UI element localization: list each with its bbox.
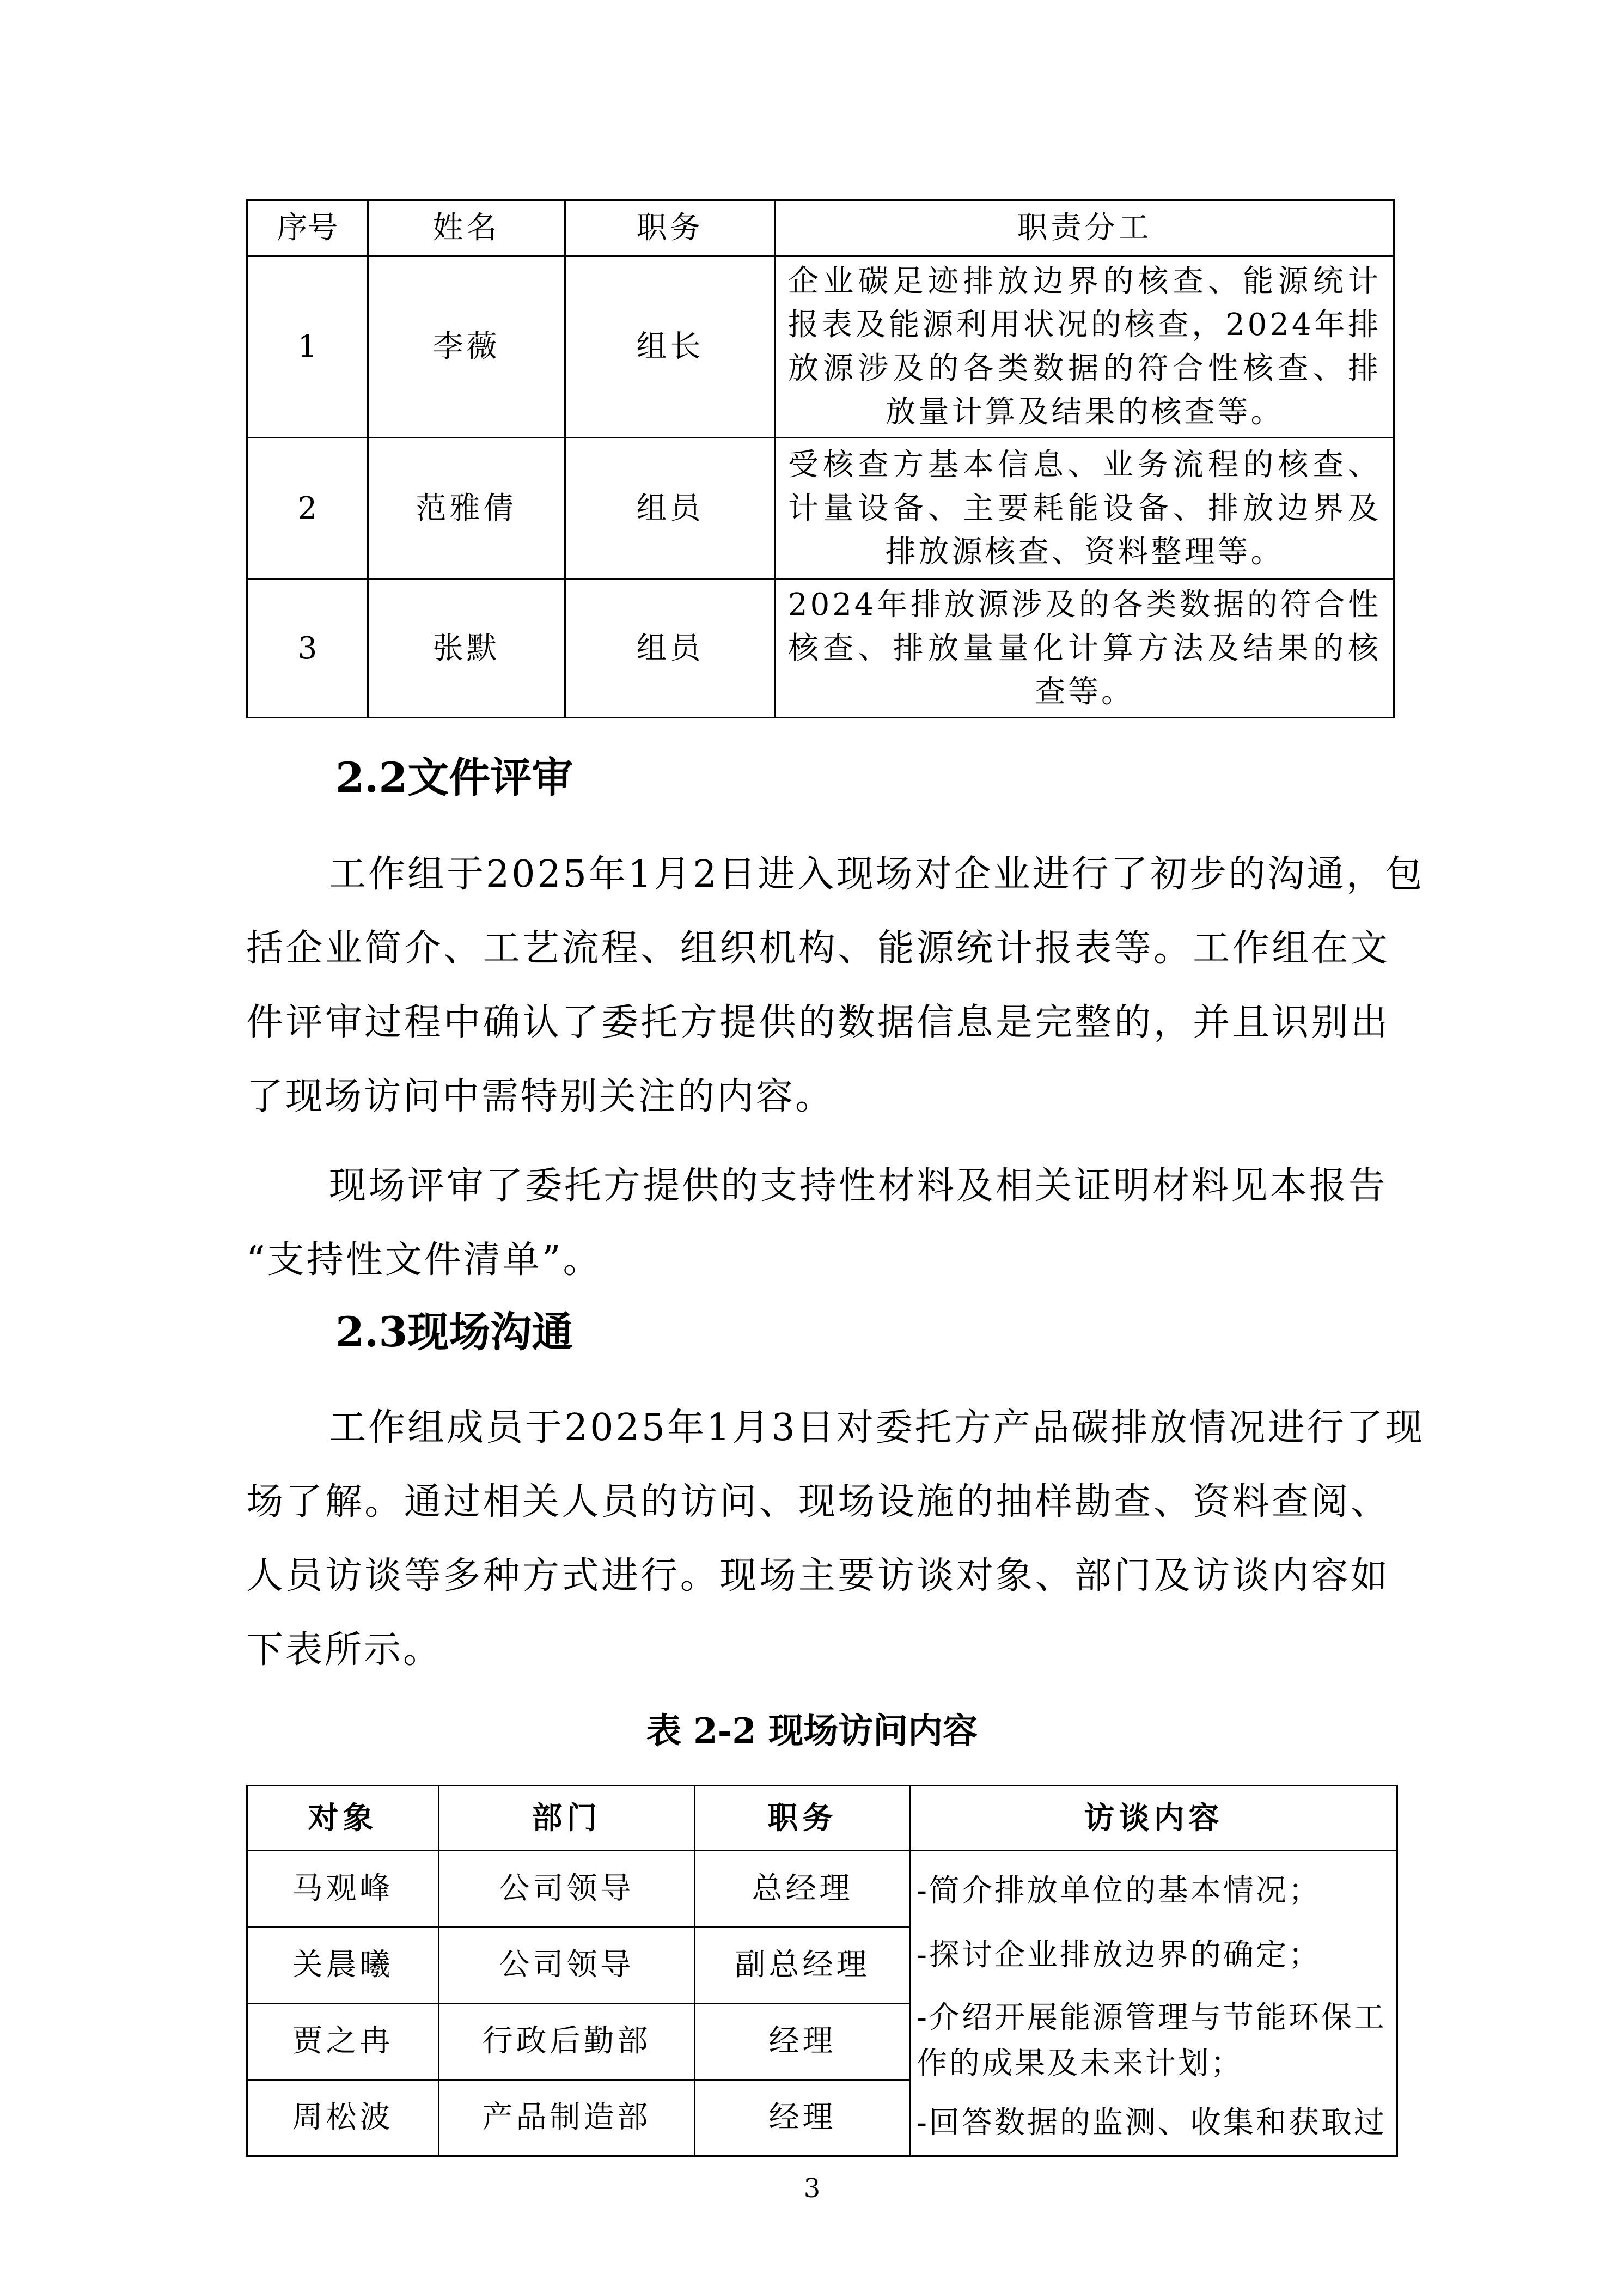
content-item: -介绍开展能源管理与节能环保工作的成果及未来计划；	[917, 2000, 1387, 2081]
header-duty: 职责分工	[776, 200, 1394, 256]
row-person: 贾之冉	[247, 2003, 439, 2079]
table-row	[247, 1851, 1397, 1927]
row-title: 副总经理	[695, 1927, 911, 2003]
content-item: -回答数据的监测、收集和获取过	[917, 2105, 1387, 2140]
text-line: 了现场访问中需特别关注的内容。	[246, 1075, 835, 1118]
header-no: 序号	[247, 200, 368, 256]
paragraph	[246, 838, 1425, 1134]
text-line: 工作组成员于2025年1月3日对委托方产品碳排放情况进行了现	[329, 1406, 1425, 1449]
row-person: 马观峰	[247, 1851, 439, 1927]
section-heading-2-3: 2.3现场沟通	[335, 1308, 573, 1356]
text-line: 括企业简介、工艺流程、组织机构、能源统计报表等。工作组在文	[246, 927, 1390, 970]
text-line: 现场评审了委托方提供的支持性材料及相关证明材料见本报告	[329, 1164, 1388, 1208]
header-name: 姓名	[368, 200, 565, 256]
paragraph	[246, 1391, 1425, 1687]
page-number: 3	[803, 2173, 821, 2204]
team-table	[246, 199, 1395, 718]
interview-table	[246, 1785, 1398, 2157]
text-line: 人员访谈等多种方式进行。现场主要访谈对象、部门及访谈内容如	[246, 1554, 1390, 1597]
table-header-row	[247, 200, 1394, 256]
row-duty: 企业碳足迹排放边界的核查、能源统计报表及能源利用状况的核查，2024年排放源涉及的各类数据的符合性核查、排放量计算及结果的核查等。	[776, 256, 1394, 438]
row-dept: 行政后勤部	[439, 2003, 695, 2079]
table-row	[247, 438, 1394, 580]
table-row	[247, 256, 1394, 438]
text-line: 工作组于2025年1月2日进入现场对企业进行了初步的沟通，包	[329, 853, 1425, 896]
text-line: “支持性文件清单”。	[246, 1239, 602, 1282]
row-dept: 产品制造部	[439, 2079, 695, 2156]
row-duty: 2024年排放源涉及的各类数据的符合性核查、排放量量化计算方法及结果的核查等。	[776, 580, 1394, 718]
row-role: 组员	[565, 580, 776, 718]
row-name: 李薇	[368, 256, 565, 438]
header-person: 对象	[247, 1786, 439, 1851]
table-row	[247, 580, 1394, 718]
row-title: 经理	[695, 2003, 911, 2079]
row-no: 1	[247, 256, 368, 438]
paragraph	[246, 1149, 1390, 1297]
row-title: 总经理	[695, 1851, 911, 1927]
text-line: 下表所示。	[246, 1629, 443, 1672]
row-title: 经理	[695, 2079, 911, 2156]
table-caption: 表 2-2 现场访问内容	[646, 1711, 978, 1752]
row-name: 范雅倩	[368, 438, 565, 580]
content-item: -探讨企业排放边界的确定；	[917, 1937, 1321, 1973]
row-dept: 公司领导	[439, 1851, 695, 1927]
text-line: 场了解。通过相关人员的访问、现场设施的抽样勘查、资料查阅、	[246, 1480, 1390, 1523]
table-header-row	[247, 1786, 1397, 1851]
text-line: 件评审过程中确认了委托方提供的数据信息是完整的，并且识别出	[246, 1001, 1390, 1044]
header-role: 职务	[565, 200, 776, 256]
header-title: 职务	[695, 1786, 911, 1851]
header-dept: 部门	[439, 1786, 695, 1851]
row-name: 张默	[368, 580, 565, 718]
row-no: 3	[247, 580, 368, 718]
row-person: 周松波	[247, 2079, 439, 2156]
row-role: 组员	[565, 438, 776, 580]
interview-content	[911, 1851, 1397, 2156]
row-duty: 受核查方基本信息、业务流程的核查、计量设备、主要耗能设备、排放边界及排放源核查、资料整理等。	[776, 438, 1394, 580]
row-role: 组长	[565, 256, 776, 438]
section-heading-2-2: 2.2文件评审	[335, 753, 573, 802]
content-item: -简介排放单位的基本情况；	[917, 1873, 1321, 1908]
row-no: 2	[247, 438, 368, 580]
row-person: 关晨曦	[247, 1927, 439, 2003]
row-dept: 公司领导	[439, 1927, 695, 2003]
header-content: 访谈内容	[911, 1786, 1397, 1851]
